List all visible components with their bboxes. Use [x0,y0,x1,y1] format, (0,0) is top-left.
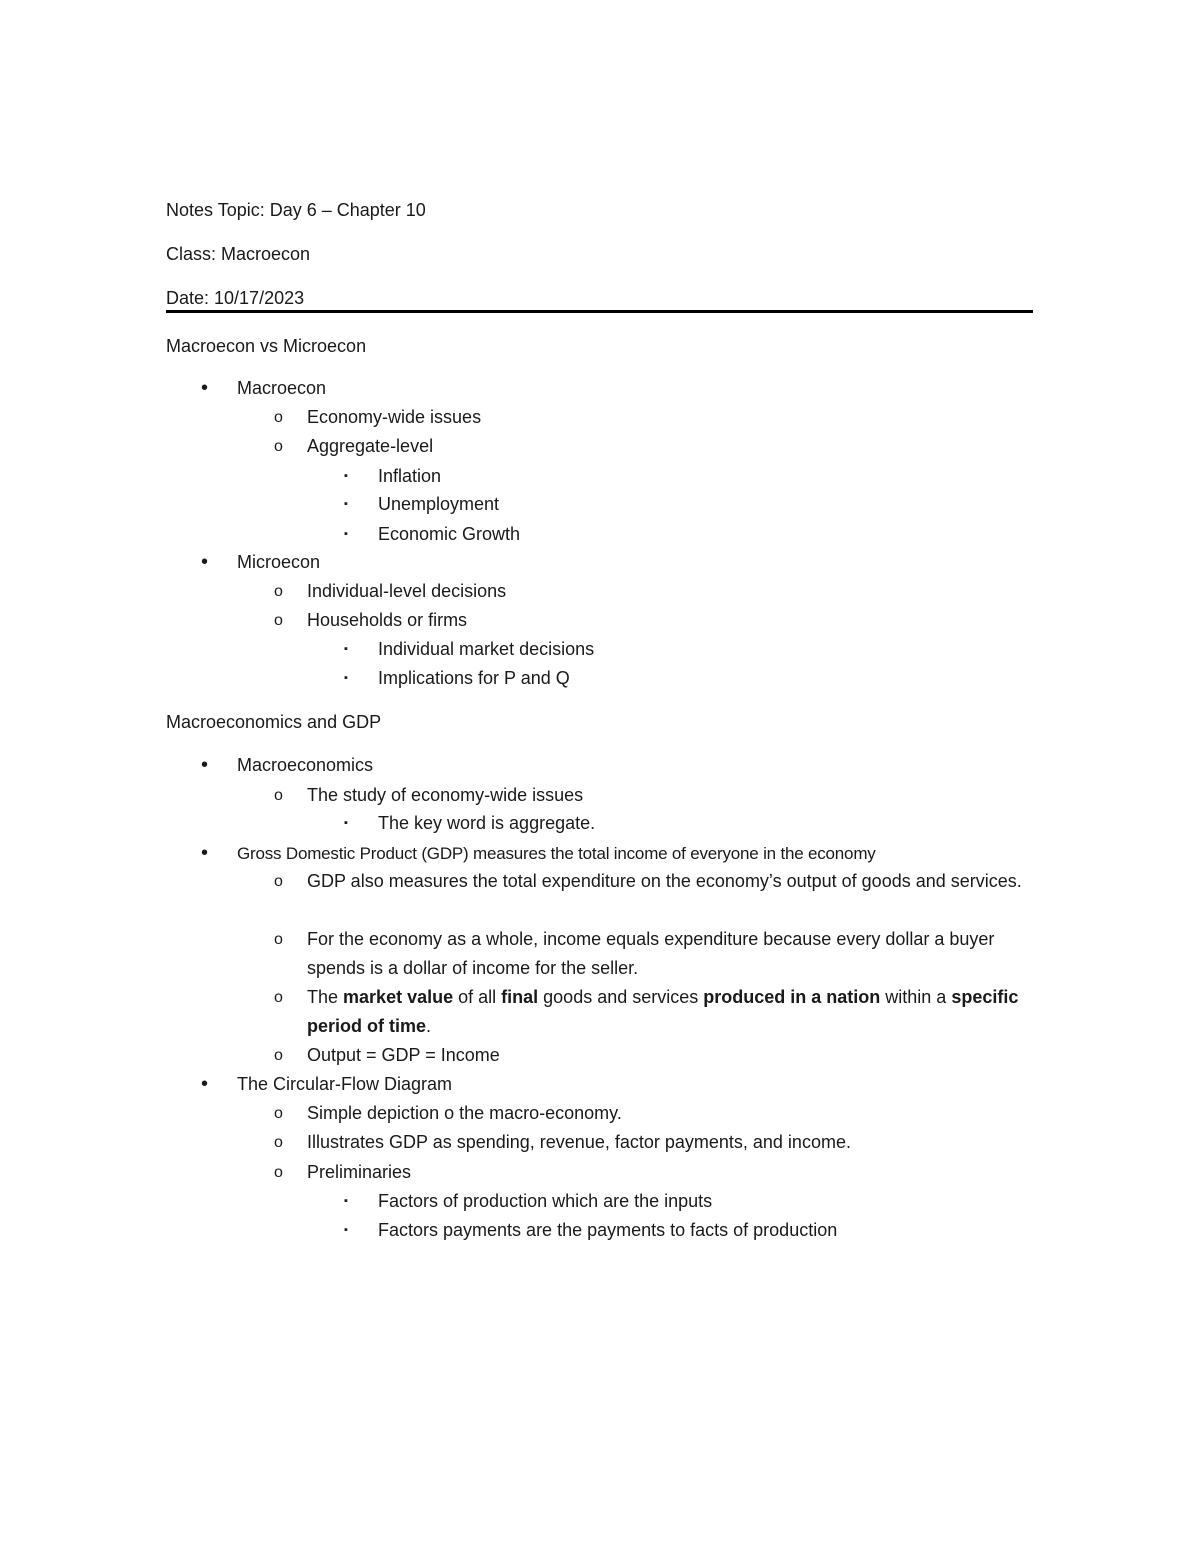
list-item [344,809,1033,838]
list-item [344,490,1033,519]
square-marker: ▪ [344,498,348,510]
definition-part: . [426,1016,432,1036]
circle-marker: o [274,787,283,804]
list-item [274,1128,1033,1157]
list-item-text: Output = GDP = Income [307,1045,500,1065]
list-item-text: Factors of production which are the inputs [378,1191,713,1211]
list-item [274,1099,1033,1128]
list-item [274,781,1033,810]
list-item [274,925,1033,983]
list-item [201,839,1033,868]
list-item-text: Aggregate-level [307,436,434,456]
list-item-text: For the economy as a whole, income equals expenditure because every dollar a buyer spends is a dollar of income for the seller. [307,929,995,978]
square-marker: ▪ [344,672,348,684]
notes-topic: Notes Topic: Day 6 – Chapter 10 [166,200,426,220]
list-item-text: The Circular-Flow Diagram [237,1074,453,1094]
list-item [274,983,1033,1041]
list-item-text: Economic Growth [378,524,521,544]
list-item [201,751,1033,780]
date-line: Date: 10/17/2023 [166,288,305,308]
list-item [344,462,1033,491]
list-item [201,548,1033,577]
list-item [274,432,1033,461]
definition-part: of all [453,987,502,1007]
list-item-text: Preliminaries [307,1162,412,1182]
section-title-macro-vs-micro: Macroecon vs Microecon [166,336,367,356]
bullet-marker: • [201,754,209,776]
definition-part: goods and services [538,987,704,1007]
list-item [274,1158,1033,1187]
section-title-macroeconomics-gdp: Macroeconomics and GDP [166,712,382,732]
definition-part: The [307,987,344,1007]
circle-marker: o [274,1105,283,1122]
circle-marker: o [274,409,283,426]
square-marker: ▪ [344,817,348,829]
list-item [344,664,1033,693]
circle-marker: o [274,1134,283,1151]
list-item [274,1041,1033,1070]
list-item-text: Economy-wide issues [307,407,482,427]
list-item-text: Inflation [378,466,442,486]
list-item-text: Implications for P and Q [378,668,570,688]
list-item-text: Unemployment [378,494,500,514]
square-marker: ▪ [344,643,348,655]
square-marker: ▪ [344,470,348,482]
list-item-text: Microecon [237,552,321,572]
square-marker: ▪ [344,528,348,540]
circle-marker: o [274,612,283,629]
definition-emphasis: market value [343,987,454,1007]
square-marker: ▪ [344,1224,348,1236]
definition-emphasis: produced in a nation [703,987,881,1007]
circle-marker: o [274,931,283,948]
list-item-text: Gross Domestic Product (GDP) measures the total income of everyone in the economy [237,844,876,863]
circle-marker: o [274,438,283,455]
bullet-marker: • [201,1073,209,1095]
definition-part: within a [880,987,952,1007]
list-item [274,867,1033,896]
list-item [201,374,1033,403]
list-item-text: Macroeconomics [237,755,374,775]
list-item-text: Illustrates GDP as spending, revenue, factor payments, and income. [307,1132,851,1152]
list-item-text: The study of economy-wide issues [307,785,584,805]
circle-marker: o [274,873,283,890]
bullet-marker: • [201,842,209,864]
list-item [274,606,1033,635]
list-item [344,1187,1033,1216]
bullet-marker: • [201,551,209,573]
circle-marker: o [274,989,283,1006]
definition-emphasis: final [501,987,539,1007]
list-item-text: Individual-level decisions [307,581,507,601]
list-item-text: The key word is aggregate. [378,813,596,833]
list-item-text: Simple depiction o the macro-economy. [307,1103,622,1123]
list-item-text: Individual market decisions [378,639,595,659]
header-divider [166,310,1033,313]
definition-emphasis: specific period of time [307,987,1019,1036]
circle-marker: o [274,1047,283,1064]
list-item [344,635,1033,664]
list-item-text: Households or firms [307,610,468,630]
list-item [344,520,1033,549]
list-item [201,1070,1033,1099]
circle-marker: o [274,1164,283,1181]
gdp-definition-text [307,987,1018,1036]
list-item [274,403,1033,432]
list-item-text: Macroecon [237,378,327,398]
bullet-marker: • [201,377,209,399]
list-item [274,577,1033,606]
square-marker: ▪ [344,1195,348,1207]
circle-marker: o [274,583,283,600]
list-item [344,1216,1033,1245]
list-item-text: GDP also measures the total expenditure on the economy’s output of goods and services. [307,871,1022,891]
class-line: Class: Macroecon [166,244,311,264]
list-item-text: Factors payments are the payments to facts of production [378,1220,838,1240]
